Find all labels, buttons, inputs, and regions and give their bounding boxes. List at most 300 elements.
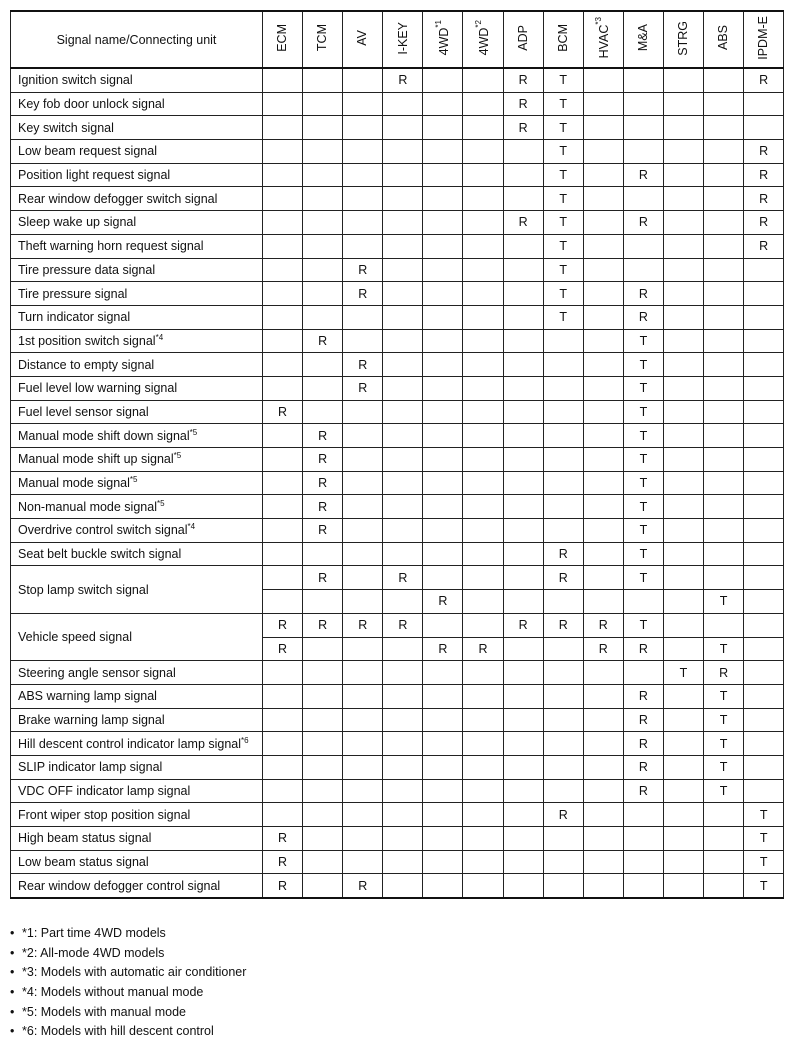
signal-cell (744, 400, 784, 424)
signal-cell (343, 448, 383, 472)
signal-name-cell (11, 376, 263, 400)
signal-cell (543, 732, 583, 756)
signal-cell (583, 471, 623, 495)
signal-cell (463, 519, 503, 543)
signal-cell: R (623, 779, 663, 803)
signal-name-cell (11, 187, 263, 211)
signal-cell: T (623, 566, 663, 590)
signal-cell (744, 566, 784, 590)
signal-cell (583, 542, 623, 566)
signal-cell (263, 448, 303, 472)
signal-name: Low beam status signal (18, 855, 149, 870)
signal-cell (583, 827, 623, 851)
signal-name: Manual mode shift down signal (18, 428, 190, 443)
signal-cell (423, 661, 463, 685)
footnote-text: *1: Part time 4WD models (22, 926, 166, 940)
signal-cell: T (704, 637, 744, 661)
footnote-item (10, 1022, 246, 1042)
signal-cell (383, 353, 423, 377)
signal-cell (383, 282, 423, 306)
signal-cell (583, 187, 623, 211)
signal-cell: R (543, 803, 583, 827)
footnote-text: *5: Models with manual mode (22, 1004, 186, 1019)
signal-cell (623, 116, 663, 140)
signal-cell: R (303, 495, 343, 519)
signal-name-cell (11, 732, 263, 756)
signal-cell: T (744, 803, 784, 827)
signal-cell (704, 495, 744, 519)
signal-cell (343, 329, 383, 353)
signal-cell (463, 187, 503, 211)
signal-cell (383, 163, 423, 187)
signal-cell: R (704, 661, 744, 685)
signal-cell (303, 732, 343, 756)
signal-cell (663, 590, 703, 614)
unit-header-bcm (543, 11, 583, 68)
signal-cell (263, 187, 303, 211)
signal-cell (423, 495, 463, 519)
signal-cell (263, 234, 303, 258)
signal-cell (583, 400, 623, 424)
signal-cell (503, 519, 543, 543)
unit-label: 4WD (477, 27, 492, 56)
signal-cell (663, 282, 703, 306)
signal-cell (623, 803, 663, 827)
signal-footnote-ref: *4 (187, 522, 196, 532)
signal-cell (383, 92, 423, 116)
signal-name-cell (11, 850, 263, 874)
signal-name: Sleep wake up signal (18, 215, 137, 230)
signal-cell (463, 542, 503, 566)
signal-cell: R (744, 187, 784, 211)
signal-cell (263, 68, 303, 92)
signal-cell (663, 495, 703, 519)
signal-cell (423, 234, 463, 258)
signal-cell (383, 661, 423, 685)
signal-name: Front wiper stop position signal (18, 807, 191, 822)
signal-cell (543, 779, 583, 803)
signal-cell: T (623, 519, 663, 543)
signal-cell (744, 448, 784, 472)
signal-cell: R (423, 637, 463, 661)
signal-cell (503, 376, 543, 400)
signal-cell (343, 732, 383, 756)
signal-cell (503, 305, 543, 329)
signal-cell: T (623, 329, 663, 353)
signal-cell (383, 448, 423, 472)
signal-cell (423, 282, 463, 306)
signal-cell (383, 684, 423, 708)
signal-cell: T (744, 874, 784, 898)
signal-cell (623, 92, 663, 116)
signal-name-cell (11, 234, 263, 258)
table-row (11, 495, 784, 519)
signal-cell (383, 400, 423, 424)
signal-cell (383, 637, 423, 661)
signal-cell (503, 684, 543, 708)
unit-footnote-ref: *2 (474, 20, 484, 28)
signal-name: Tire pressure signal (18, 286, 128, 301)
signal-cell (303, 637, 343, 661)
unit-header-4wd-2 (463, 11, 503, 68)
signal-cell (583, 708, 623, 732)
unit-label: M&A (636, 24, 651, 52)
signal-cell (663, 234, 703, 258)
unit-header-av (343, 11, 383, 68)
signal-cell: T (543, 163, 583, 187)
signal-cell (343, 637, 383, 661)
bullet-icon: • (10, 926, 15, 940)
signal-cell (583, 353, 623, 377)
signal-cell (663, 329, 703, 353)
signal-cell (663, 779, 703, 803)
signal-cell (303, 874, 343, 898)
signal-name: Brake warning lamp signal (18, 712, 165, 727)
signal-cell (503, 234, 543, 258)
signal-name-cell (11, 684, 263, 708)
signal-cell (263, 519, 303, 543)
signal-cell (663, 400, 703, 424)
signal-cell (423, 116, 463, 140)
signal-cell (663, 116, 703, 140)
signal-cell (343, 187, 383, 211)
signal-cell (423, 258, 463, 282)
signal-cell (744, 424, 784, 448)
table-row (11, 92, 784, 116)
signal-cell (463, 613, 503, 637)
signal-name-cell (11, 68, 263, 92)
signal-cell: T (543, 211, 583, 235)
signal-name-cell (11, 116, 263, 140)
signal-cell (623, 874, 663, 898)
signal-cell (383, 779, 423, 803)
signal-cell (663, 376, 703, 400)
signal-name: SLIP indicator lamp signal (18, 760, 163, 775)
footnotes-list (10, 924, 246, 1042)
signal-cell (623, 140, 663, 164)
signal-cell: R (744, 140, 784, 164)
signal-cell (503, 495, 543, 519)
signal-cell: R (263, 637, 303, 661)
signal-name-cell (11, 779, 263, 803)
unit-label: TCM (315, 24, 330, 52)
signal-cell (343, 827, 383, 851)
signal-cell (663, 471, 703, 495)
signal-cell (383, 874, 423, 898)
unit-label: 4WD (437, 27, 452, 56)
signal-cell (704, 566, 744, 590)
signal-cell: R (623, 684, 663, 708)
signal-name-cell (11, 353, 263, 377)
signal-cell (623, 661, 663, 685)
signal-name-cell (11, 282, 263, 306)
signal-cell: R (303, 519, 343, 543)
signal-cell (583, 874, 623, 898)
signal-name-cell (11, 827, 263, 851)
signal-cell (463, 448, 503, 472)
unit-label: ABS (716, 25, 731, 51)
signal-cell: R (303, 566, 343, 590)
bullet-icon: • (10, 1004, 15, 1019)
signal-cell (423, 850, 463, 874)
signal-name-cell (11, 140, 263, 164)
signal-cell (383, 329, 423, 353)
signal-cell (543, 827, 583, 851)
unit-footnote-ref: *1 (434, 20, 444, 28)
signal-cell (303, 684, 343, 708)
bullet-icon: • (10, 945, 15, 960)
signal-cell (383, 234, 423, 258)
signal-cell: T (623, 542, 663, 566)
signal-name-cell (11, 755, 263, 779)
signal-name-cell (11, 874, 263, 898)
signal-cell (383, 140, 423, 164)
signal-cell (343, 519, 383, 543)
signal-cell (383, 305, 423, 329)
signal-cell: T (623, 376, 663, 400)
signal-cell (663, 140, 703, 164)
signal-cell (543, 471, 583, 495)
signal-cell (463, 495, 503, 519)
signal-cell (744, 732, 784, 756)
signal-cell (303, 590, 343, 614)
signal-cell (503, 708, 543, 732)
signal-cell (343, 140, 383, 164)
signal-cell (623, 68, 663, 92)
signal-cell (663, 211, 703, 235)
signal-cell (263, 140, 303, 164)
signal-cell (744, 258, 784, 282)
signal-name: Seat belt buckle switch signal (18, 547, 182, 562)
signal-cell: R (383, 613, 423, 637)
signal-cell (503, 163, 543, 187)
signal-cell: R (343, 376, 383, 400)
signal-cell: T (744, 827, 784, 851)
signal-cell (343, 590, 383, 614)
signal-cell (704, 211, 744, 235)
signal-cell (343, 92, 383, 116)
signal-cell (744, 637, 784, 661)
signal-cell (423, 163, 463, 187)
signal-cell (503, 874, 543, 898)
signal-cell (463, 779, 503, 803)
signal-cell (543, 424, 583, 448)
signal-cell (263, 779, 303, 803)
signal-cell (583, 519, 623, 543)
signal-name-cell (11, 471, 263, 495)
signal-cell (303, 542, 343, 566)
signal-cell (663, 68, 703, 92)
signal-cell (503, 282, 543, 306)
signal-cell (303, 803, 343, 827)
signal-cell: R (744, 211, 784, 235)
signal-cell (503, 400, 543, 424)
signal-name: Distance to empty signal (18, 357, 155, 372)
unit-header-ipdm-e (744, 11, 784, 68)
signal-cell (704, 187, 744, 211)
signal-cell (543, 708, 583, 732)
signal-cell (463, 566, 503, 590)
signal-cell: R (503, 116, 543, 140)
signal-cell (263, 471, 303, 495)
signal-name-cell (11, 400, 263, 424)
signal-cell (263, 376, 303, 400)
unit-label: ADP (515, 25, 530, 51)
signal-cell (303, 400, 343, 424)
signal-cell: R (303, 613, 343, 637)
signal-cell (263, 590, 303, 614)
signal-cell (583, 424, 623, 448)
signal-cell (423, 708, 463, 732)
signal-cell (503, 329, 543, 353)
signal-cell: T (704, 732, 744, 756)
signal-cell (503, 850, 543, 874)
signal-cell (463, 590, 503, 614)
signal-cell: T (623, 613, 663, 637)
signal-cell (303, 234, 343, 258)
signal-cell (343, 661, 383, 685)
signal-cell: T (543, 92, 583, 116)
signal-cell: R (623, 305, 663, 329)
signal-cell: R (343, 258, 383, 282)
signal-cell (503, 542, 543, 566)
footnote-text: *3: Models with automatic air conditioner (22, 965, 247, 980)
signal-cell (744, 755, 784, 779)
signal-cell (744, 329, 784, 353)
signal-footnote-ref: *4 (155, 332, 164, 342)
signal-cell (503, 755, 543, 779)
signal-cell (663, 424, 703, 448)
signal-cell: T (623, 424, 663, 448)
signal-cell (343, 850, 383, 874)
signal-cell (704, 519, 744, 543)
signal-cell (463, 850, 503, 874)
signal-cell: R (744, 68, 784, 92)
signal-cell: R (383, 68, 423, 92)
table-row (11, 827, 784, 851)
signal-cell (343, 471, 383, 495)
table-row (11, 755, 784, 779)
signal-cell (343, 779, 383, 803)
signal-cell (303, 211, 343, 235)
table-row (11, 329, 784, 353)
signal-cell (704, 329, 744, 353)
signal-cell (663, 542, 703, 566)
signal-cell (423, 684, 463, 708)
signal-name-cell (11, 448, 263, 472)
signal-cell: R (263, 613, 303, 637)
signal-cell: T (704, 708, 744, 732)
signal-cell (663, 732, 703, 756)
signal-cell (423, 400, 463, 424)
signal-cell (343, 234, 383, 258)
signal-cell (383, 708, 423, 732)
signal-table-body (11, 68, 784, 898)
signal-cell (663, 874, 703, 898)
signal-name-cell (11, 803, 263, 827)
table-row (11, 613, 784, 637)
signal-cell (463, 163, 503, 187)
unit-label: BCM (555, 24, 570, 52)
signal-cell (583, 376, 623, 400)
signal-cell (704, 305, 744, 329)
signal-cell: R (423, 590, 463, 614)
signal-cell (503, 827, 543, 851)
signal-cell (744, 684, 784, 708)
signal-cell (423, 424, 463, 448)
signal-cell (704, 116, 744, 140)
signal-cell: T (543, 187, 583, 211)
signal-cell (543, 874, 583, 898)
signal-name: Non-manual mode signal (18, 499, 157, 514)
signal-name: Rear window defogger control signal (18, 878, 221, 893)
signal-cell (343, 163, 383, 187)
signal-name-cell (11, 163, 263, 187)
signal-cell (343, 305, 383, 329)
signal-cell (704, 258, 744, 282)
unit-label: IPDM-E (756, 16, 771, 60)
signal-cell (423, 755, 463, 779)
signal-cell (503, 661, 543, 685)
signal-cell (503, 779, 543, 803)
signal-cell (704, 140, 744, 164)
signal-cell (583, 732, 623, 756)
unit-label: HVAC (597, 24, 612, 59)
signal-cell (343, 424, 383, 448)
signal-name: Hill descent control indicator lamp signal (18, 736, 242, 751)
signal-cell (343, 68, 383, 92)
signal-cell (423, 329, 463, 353)
signal-cell (303, 140, 343, 164)
signal-name-cell (11, 661, 263, 685)
signal-name: Rear window defogger switch signal (18, 191, 218, 206)
signal-cell (263, 566, 303, 590)
signal-cell: R (343, 353, 383, 377)
signal-cell (263, 803, 303, 827)
signal-cell (303, 68, 343, 92)
signal-cell: R (543, 542, 583, 566)
table-row (11, 850, 784, 874)
signal-cell (343, 684, 383, 708)
signal-name-cell (11, 92, 263, 116)
signal-cell (663, 305, 703, 329)
signal-cell (543, 755, 583, 779)
signal-cell (583, 850, 623, 874)
signal-cell: R (263, 850, 303, 874)
signal-cell (704, 803, 744, 827)
signal-cell (383, 495, 423, 519)
signal-cell (543, 684, 583, 708)
signal-cell (744, 116, 784, 140)
unit-header-hvac-3 (583, 11, 623, 68)
signal-cell: T (623, 448, 663, 472)
signal-name-cell (11, 708, 263, 732)
signal-cell (463, 234, 503, 258)
signal-cell (423, 566, 463, 590)
signal-cell (423, 140, 463, 164)
signal-cell (303, 116, 343, 140)
signal-cell (583, 448, 623, 472)
unit-header-strg (663, 11, 703, 68)
signal-cell: R (623, 755, 663, 779)
signal-cell: T (623, 471, 663, 495)
signal-name: Key fob door unlock signal (18, 97, 165, 112)
footnote-item (10, 1003, 246, 1023)
table-row (11, 187, 784, 211)
signal-cell: T (543, 258, 583, 282)
signal-cell (463, 68, 503, 92)
signal-cell (383, 755, 423, 779)
